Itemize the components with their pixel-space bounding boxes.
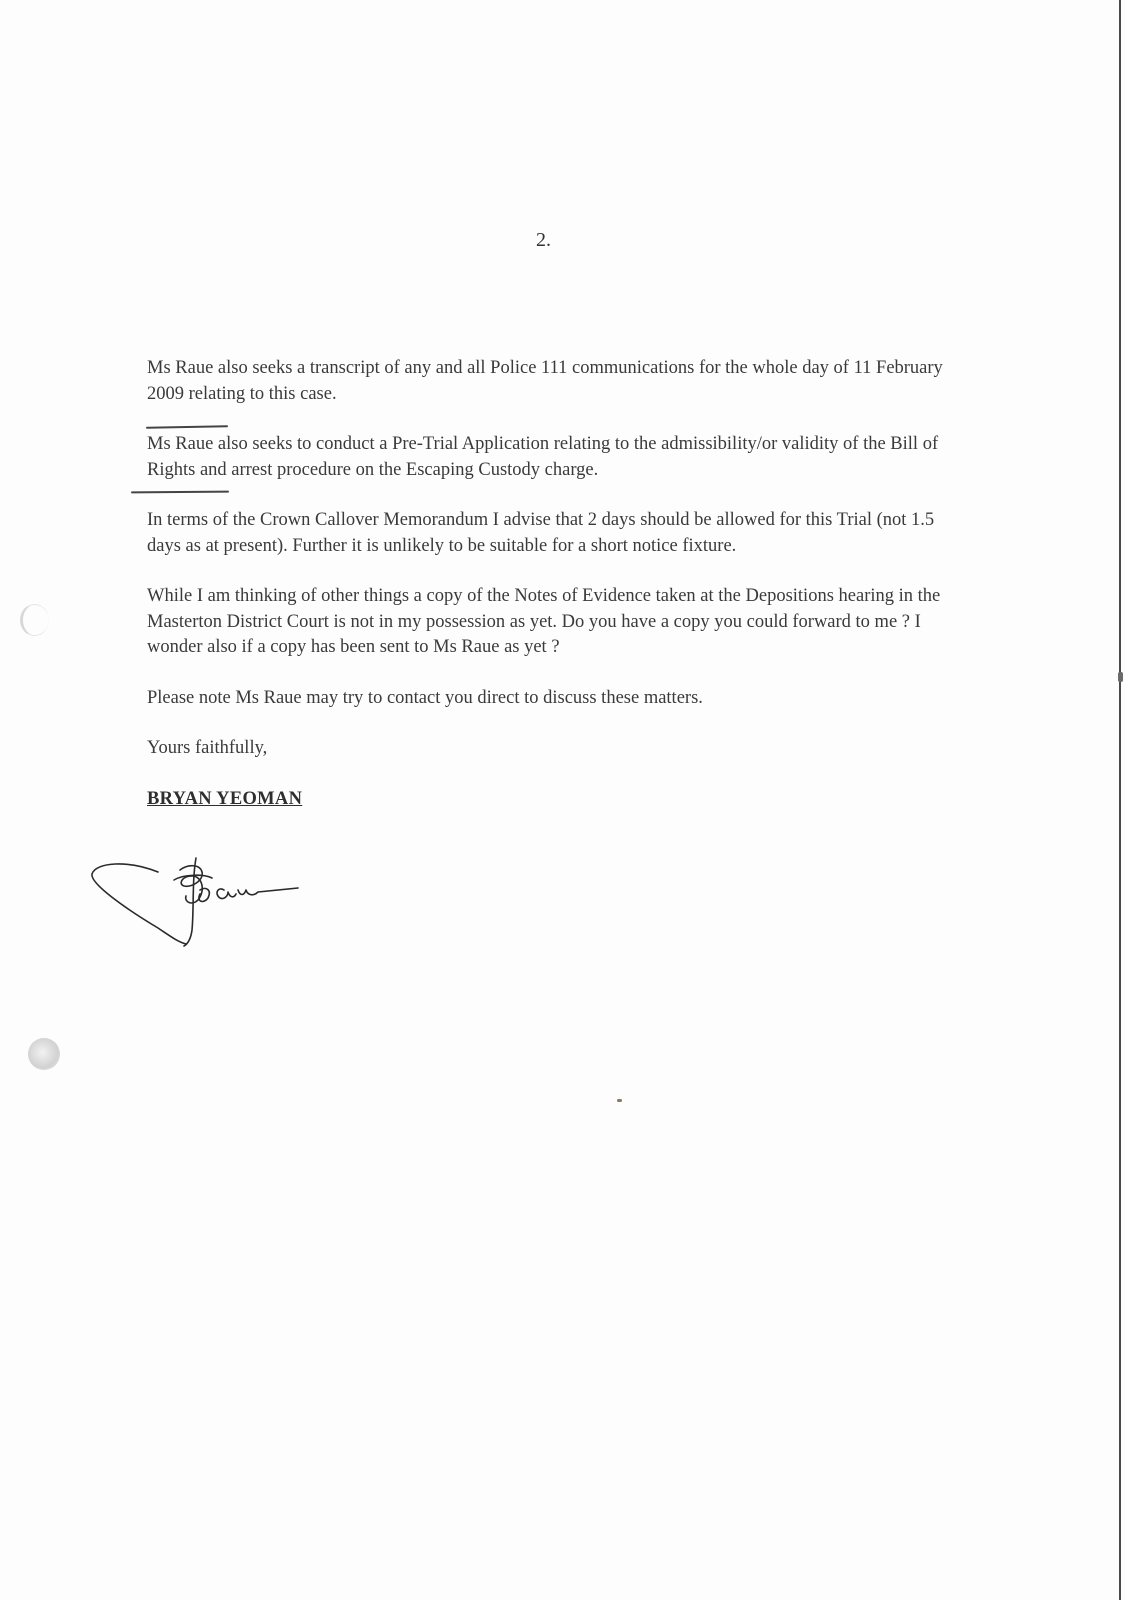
- paragraph-transcript-request: Ms Raue also seeks a transcript of any and all Police 111 communications for the whole day of 11 February 2009 relating to this case.: [147, 358, 943, 404]
- paragraph-trial-duration: In terms of the Crown Callover Memorandum I advise that 2 days should be allowed for this Trial (not 1.5 days as at present). Further it is unlikely to be suitable for a short notice fixture.: [147, 510, 935, 556]
- scan-edge-mark: [1118, 672, 1123, 682]
- punch-hole-shadow: [20, 604, 49, 636]
- paragraph-pretrial-application: Ms Raue also seeks to conduct a Pre-Trial Application relating to the admissibility/or validity of the Bill of Rights and arrest procedure on the Escaping Custody charge.: [147, 434, 939, 480]
- closing-salutation: Yours faithfully,: [147, 738, 268, 758]
- scan-edge-line: [1119, 0, 1121, 1600]
- paragraph-contact-note: Please note Ms Raue may try to contact you direct to discuss these matters.: [147, 687, 703, 708]
- page-number: 2.: [536, 229, 551, 251]
- sender-name: BRYAN YEOMAN: [147, 788, 303, 809]
- paper-speck: [617, 1099, 622, 1102]
- punch-hole: [28, 1038, 60, 1070]
- paragraph-notes-of-evidence: While I am thinking of other things a copy of the Notes of Evidence taken at the Depositions hearing in the Masterton District Court is not in my possession as yet. Do you have a copy you could forward to me ? I wonder also if a copy has been sent to Ms Raue as yet ?: [147, 586, 941, 657]
- letter-body: [147, 356, 947, 837]
- handwritten-signature: [88, 850, 318, 960]
